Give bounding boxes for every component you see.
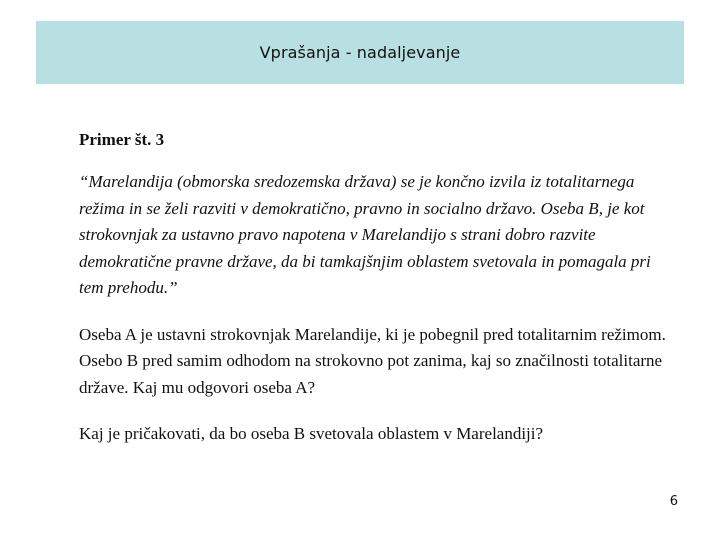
title-bar	[36, 21, 684, 84]
question-paragraph-2: Kaj je pričakovati, da bo oseba B svetovala oblastem v Marelandiji?	[79, 424, 544, 443]
question-paragraph-1: Oseba A je ustavni strokovnjak Marelandije, ki je pobegnil pred totalitarnim režimom. Osebo B pred samim odhodom na strokovno pot zanima, kaj so značilnosti totalitarne države. Kaj mu odgovori oseba A?	[79, 324, 666, 397]
slide-title: Vprašanja - nadaljevanje	[259, 43, 461, 62]
slide-body	[79, 128, 679, 468]
example-heading: Primer št. 3	[79, 130, 165, 149]
case-quote: “Marelandija (obmorska sredozemska država) se je končno izvila iz totalitarnega režima in se želi razviti v demokratično, pravno in socialno državo. Oseba B, je kot strokovnjak za ustavno pravo napotena v Marelandijo s strani dobro razvite demokratične pravne države, da bi tamkajšnjim oblastem svetovala in pomagala pri tem prehodu.”	[79, 172, 651, 297]
page-number: 6	[669, 494, 678, 509]
